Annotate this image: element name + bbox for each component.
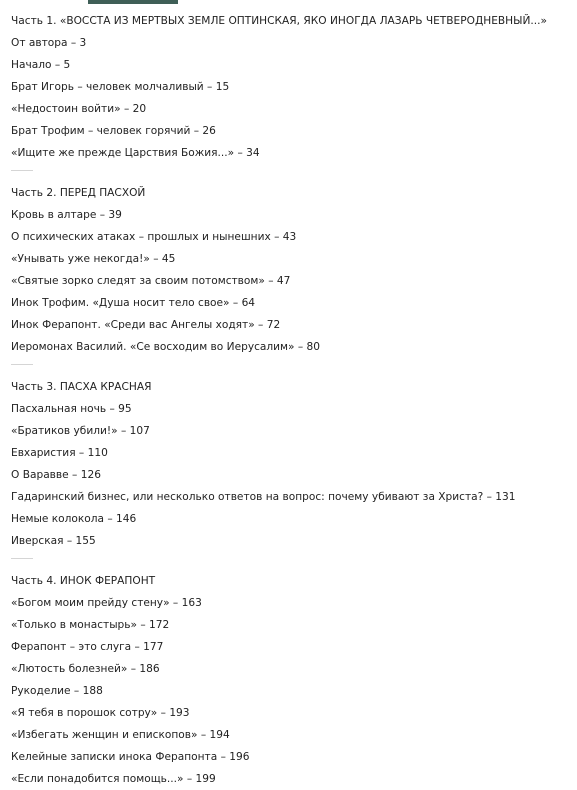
toc-item: «Я тебя в порошок сотру» – 193 <box>11 707 190 719</box>
toc-item: Келейные записки инока Ферапонта – 196 <box>11 751 250 763</box>
toc-item: «Если понадобится помощь...» – 199 <box>11 773 216 785</box>
part-title: Часть 1. «ВОССТА ИЗ МЕРТВЫХ ЗЕМЛЕ ОПТИНСКАЯ, ЯКО ИНОГДА ЛАЗАРЬ ЧЕТВЕРОДНЕВНЫЙ...» <box>11 15 547 27</box>
toc-item: «Братиков убили!» – 107 <box>11 425 150 437</box>
toc-item: Брат Трофим – человек горячий – 26 <box>11 125 216 137</box>
section-divider <box>11 170 33 171</box>
toc-item: Начало – 5 <box>11 59 71 71</box>
toc-item: «Богом моим прейду стену» – 163 <box>11 597 202 609</box>
top-accent-bar <box>88 0 178 4</box>
toc-item: Кровь в алтаре – 39 <box>11 209 122 221</box>
toc-part-2 <box>11 182 571 365</box>
toc-part-1 <box>11 10 571 171</box>
toc-item: Брат Игорь – человек молчаливый – 15 <box>11 81 230 93</box>
toc-item: Евхаристия – 110 <box>11 447 108 459</box>
section-divider <box>11 364 33 365</box>
toc-item: Иеромонах Василий. «Се восходим во Иерусалим» – 80 <box>11 341 321 353</box>
toc-item: Иверская – 155 <box>11 535 96 547</box>
toc-item: Ферапонт – это слуга – 177 <box>11 641 164 653</box>
table-of-contents <box>11 10 571 790</box>
toc-item: «Ищите же прежде Царствия Божия...» – 34 <box>11 147 260 159</box>
toc-item: «Только в монастырь» – 172 <box>11 619 170 631</box>
toc-item: О Варавве – 126 <box>11 469 101 481</box>
toc-item: «Лютость болезней» – 186 <box>11 663 160 675</box>
toc-item: Пасхальная ночь – 95 <box>11 403 132 415</box>
toc-item: «Унывать уже некогда!» – 45 <box>11 253 176 265</box>
toc-item: Рукоделие – 188 <box>11 685 103 697</box>
toc-item: Гадаринский бизнес, или несколько ответов на вопрос: почему убивают за Христа? – 131 <box>11 491 516 503</box>
toc-item: «Избегать женщин и епископов» – 194 <box>11 729 230 741</box>
toc-part-4 <box>11 570 571 790</box>
section-divider <box>11 558 33 559</box>
toc-item: О психических атаках – прошлых и нынешних – 43 <box>11 231 297 243</box>
toc-item: «Святые зорко следят за своим потомством» – 47 <box>11 275 291 287</box>
toc-item: Инок Ферапонт. «Среди вас Ангелы ходят» – 72 <box>11 319 281 331</box>
part-title: Часть 3. ПАСХА КРАСНАЯ <box>11 381 152 393</box>
toc-item: Немые колокола – 146 <box>11 513 137 525</box>
toc-item: «Недостоин войти» – 20 <box>11 103 147 115</box>
part-title: Часть 4. ИНОК ФЕРАПОНТ <box>11 575 156 587</box>
toc-part-3 <box>11 376 571 559</box>
toc-item: Инок Трофим. «Душа носит тело свое» – 64 <box>11 297 256 309</box>
part-title: Часть 2. ПЕРЕД ПАСХОЙ <box>11 187 146 199</box>
toc-item: От автора – 3 <box>11 37 87 49</box>
